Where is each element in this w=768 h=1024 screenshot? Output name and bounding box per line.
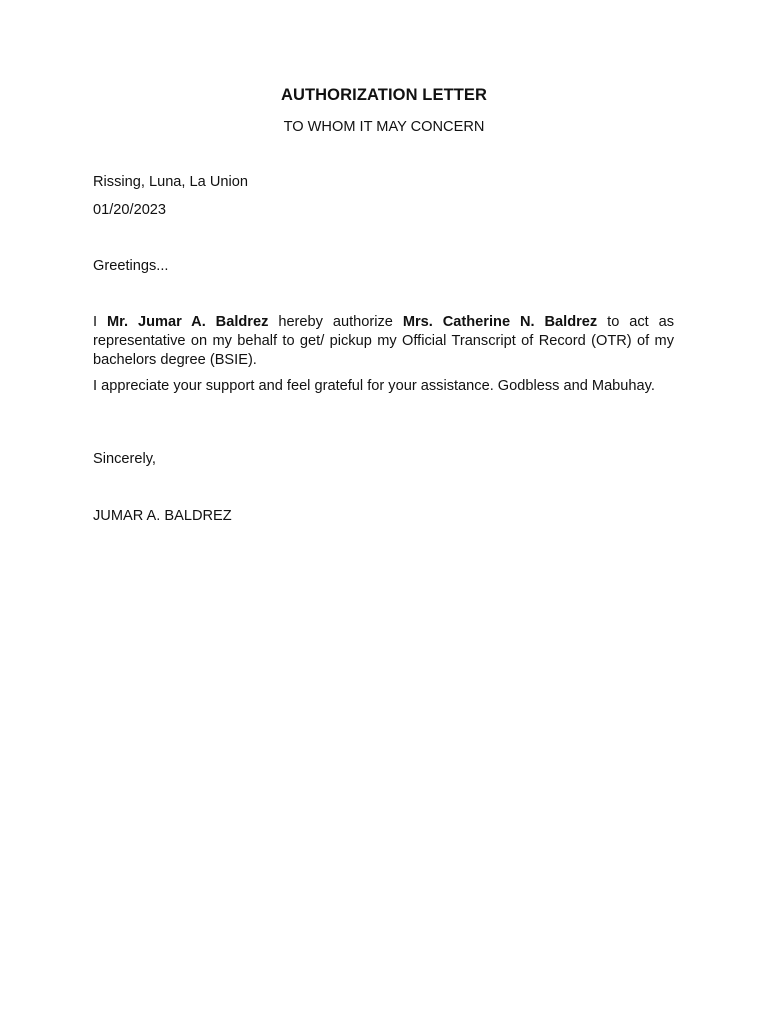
signature-name: JUMAR A. BALDREZ: [93, 508, 232, 524]
grantor-name: Mr. Jumar A. Baldrez: [106, 314, 269, 330]
letter-date: 01/20/2023: [93, 202, 167, 218]
letter-subtitle: TO WHOM IT MAY CONCERN: [283, 119, 485, 135]
sender-location: Rissing, Luna, La Union: [93, 174, 248, 190]
paragraph-rest: to act as representative on my behalf to get/ pickup my Official Transcript of Record (OTR) of my bachelors degree (BSIE).: [93, 314, 675, 368]
paragraph-intro: I: [93, 314, 107, 330]
representative-name: Mrs. Catherine N. Baldrez: [402, 314, 598, 330]
greeting: Greetings...: [93, 258, 169, 274]
closing: Sincerely,: [93, 451, 156, 467]
appreciation-paragraph: I appreciate your support and feel grateful for your assistance. Godbless and Mabuhay.: [93, 378, 655, 394]
authorization-paragraph: [93, 313, 674, 370]
letter-title: AUTHORIZATION LETTER: [280, 86, 488, 104]
paragraph-middle: hereby authorize: [268, 314, 403, 330]
